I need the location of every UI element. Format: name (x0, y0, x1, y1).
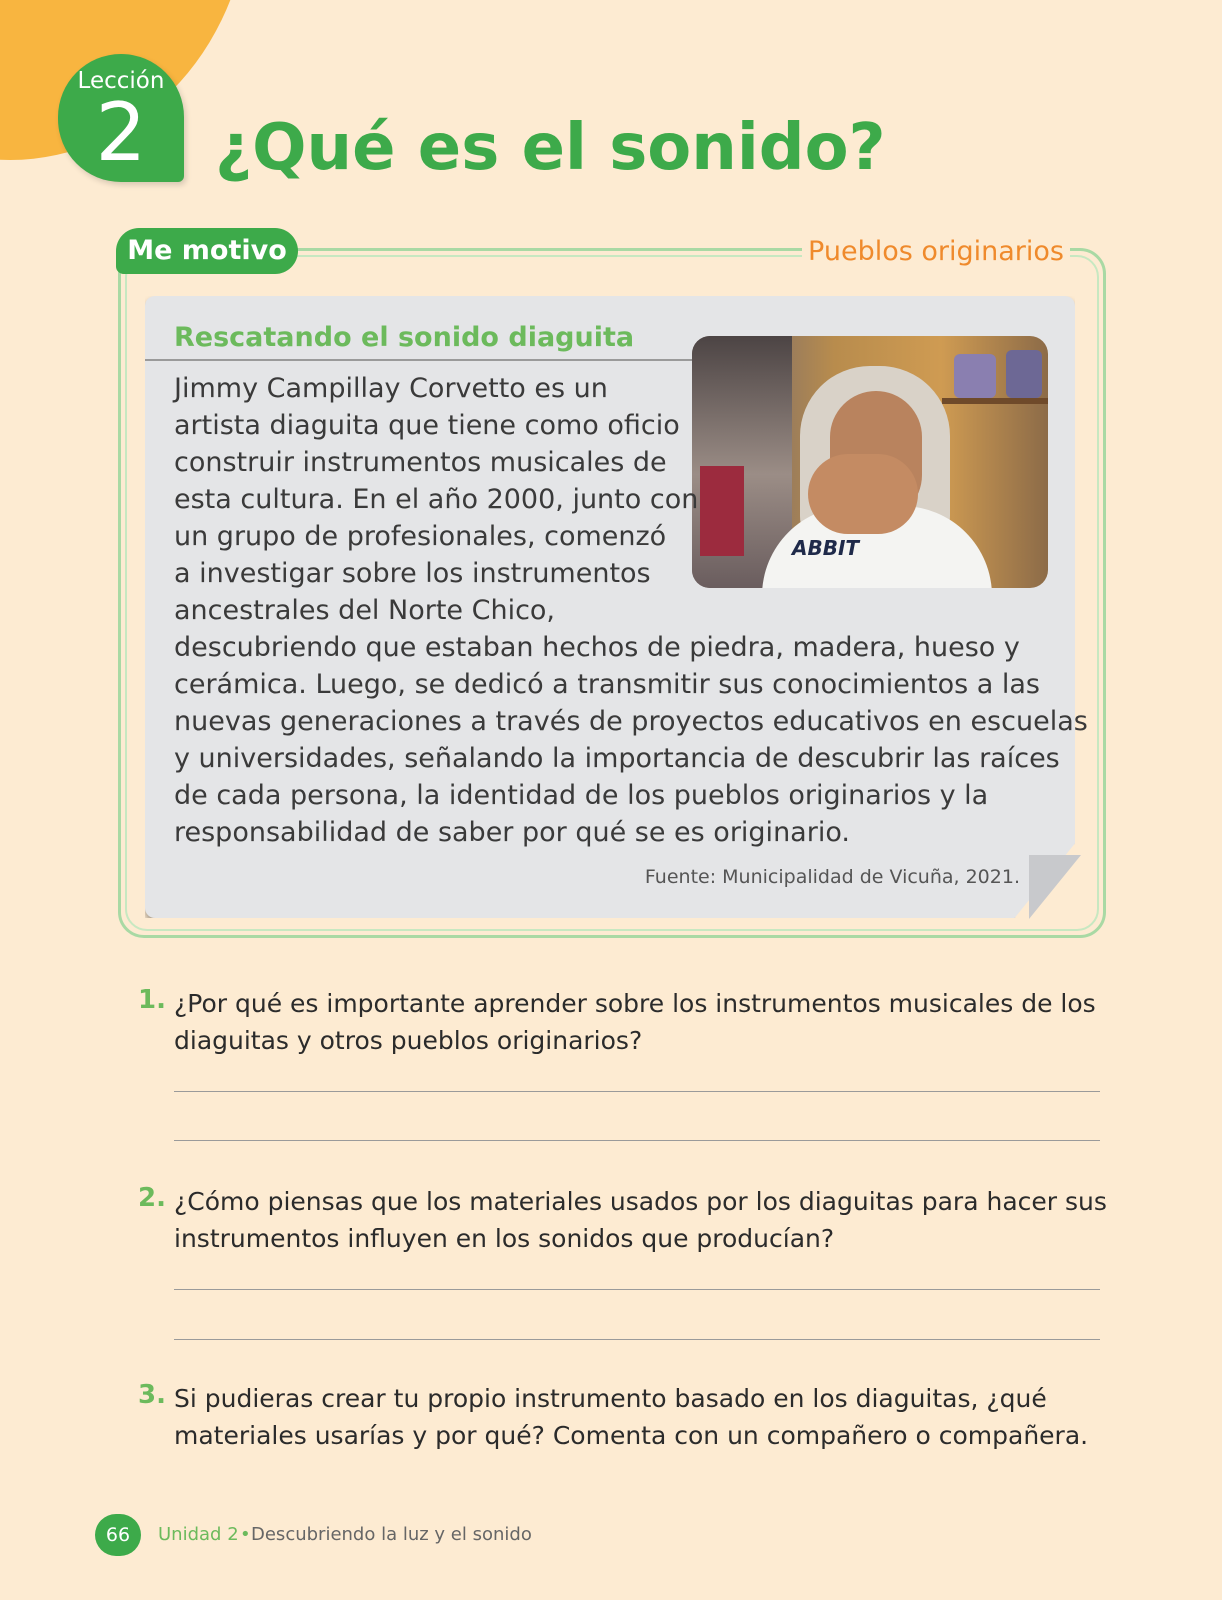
title-rule (145, 359, 693, 361)
photo-shirt-text: ABBIT (792, 536, 860, 560)
card-line: cerámica. Luego, se dedicó a transmitir sus conocimientos a las (174, 669, 1040, 700)
question-number: 3. (138, 1380, 166, 1410)
lesson-badge (58, 54, 184, 182)
card-line: de cada persona, la identidad de los pueblos originarios y la (174, 780, 989, 811)
card-line: artista diaguita que tiene como oficio (174, 410, 680, 441)
card-line: esta cultura. En el año 2000, junto con (174, 484, 699, 515)
card-line: y universidades, señalando la importancia de descubrir las raíces (174, 743, 1060, 774)
card-line: a investigar sobre los instrumentos (174, 558, 651, 589)
answer-line[interactable] (174, 1091, 1100, 1092)
question-number: 2. (138, 1183, 166, 1213)
question-text: ¿Por qué es importante aprender sobre los instrumentos musicales de los diaguitas y otros pueblos originarios? (174, 989, 1096, 1055)
source-citation: Fuente: Municipalidad de Vicuña, 2021. (644, 866, 1020, 888)
answer-line[interactable] (174, 1339, 1100, 1340)
footer-separator: • (240, 1524, 251, 1545)
lesson-label: Lección (77, 68, 165, 94)
card-body (174, 370, 1088, 851)
question-number: 1. (138, 985, 166, 1015)
card-line: descubriendo que estaban hechos de piedra, madera, hueso y (174, 632, 1020, 663)
card-line: ancestrales del Norte Chico, (174, 595, 556, 626)
card-line: un grupo de profesionales, comenzó (174, 521, 667, 552)
card-line: responsabilidad de saber por qué se es originario. (174, 817, 850, 848)
topic-label: Pueblos originarios (802, 232, 1070, 272)
card-line: construir instrumentos musicales de (174, 447, 667, 478)
footer-unit-title: Descubriendo la luz y el sonido (251, 1524, 532, 1545)
question-text: ¿Cómo piensas que los materiales usados por los diaguitas para hacer sus instrumentos influyen en los sonidos que producían? (174, 1187, 1107, 1253)
answer-line[interactable] (174, 1140, 1100, 1141)
card-line: Jimmy Campillay Corvetto es un (174, 373, 608, 404)
footer-unit: Unidad 2 (158, 1524, 239, 1545)
page-title: ¿Qué es el sonido? (215, 111, 886, 185)
question-text: Si pudieras crear tu propio instrumento basado en los diaguitas, ¿qué materiales usarías y por qué? Comenta con un compañero o compañera. (174, 1384, 1089, 1450)
section-tab: Me motivo (116, 228, 298, 274)
lesson-number: 2 (95, 86, 147, 179)
card-title: Rescatando el sonido diaguita (174, 322, 635, 353)
answer-line[interactable] (174, 1289, 1100, 1290)
page-number: 66 (95, 1514, 141, 1556)
card-line: nuevas generaciones a través de proyectos educativos en escuelas (174, 706, 1088, 737)
